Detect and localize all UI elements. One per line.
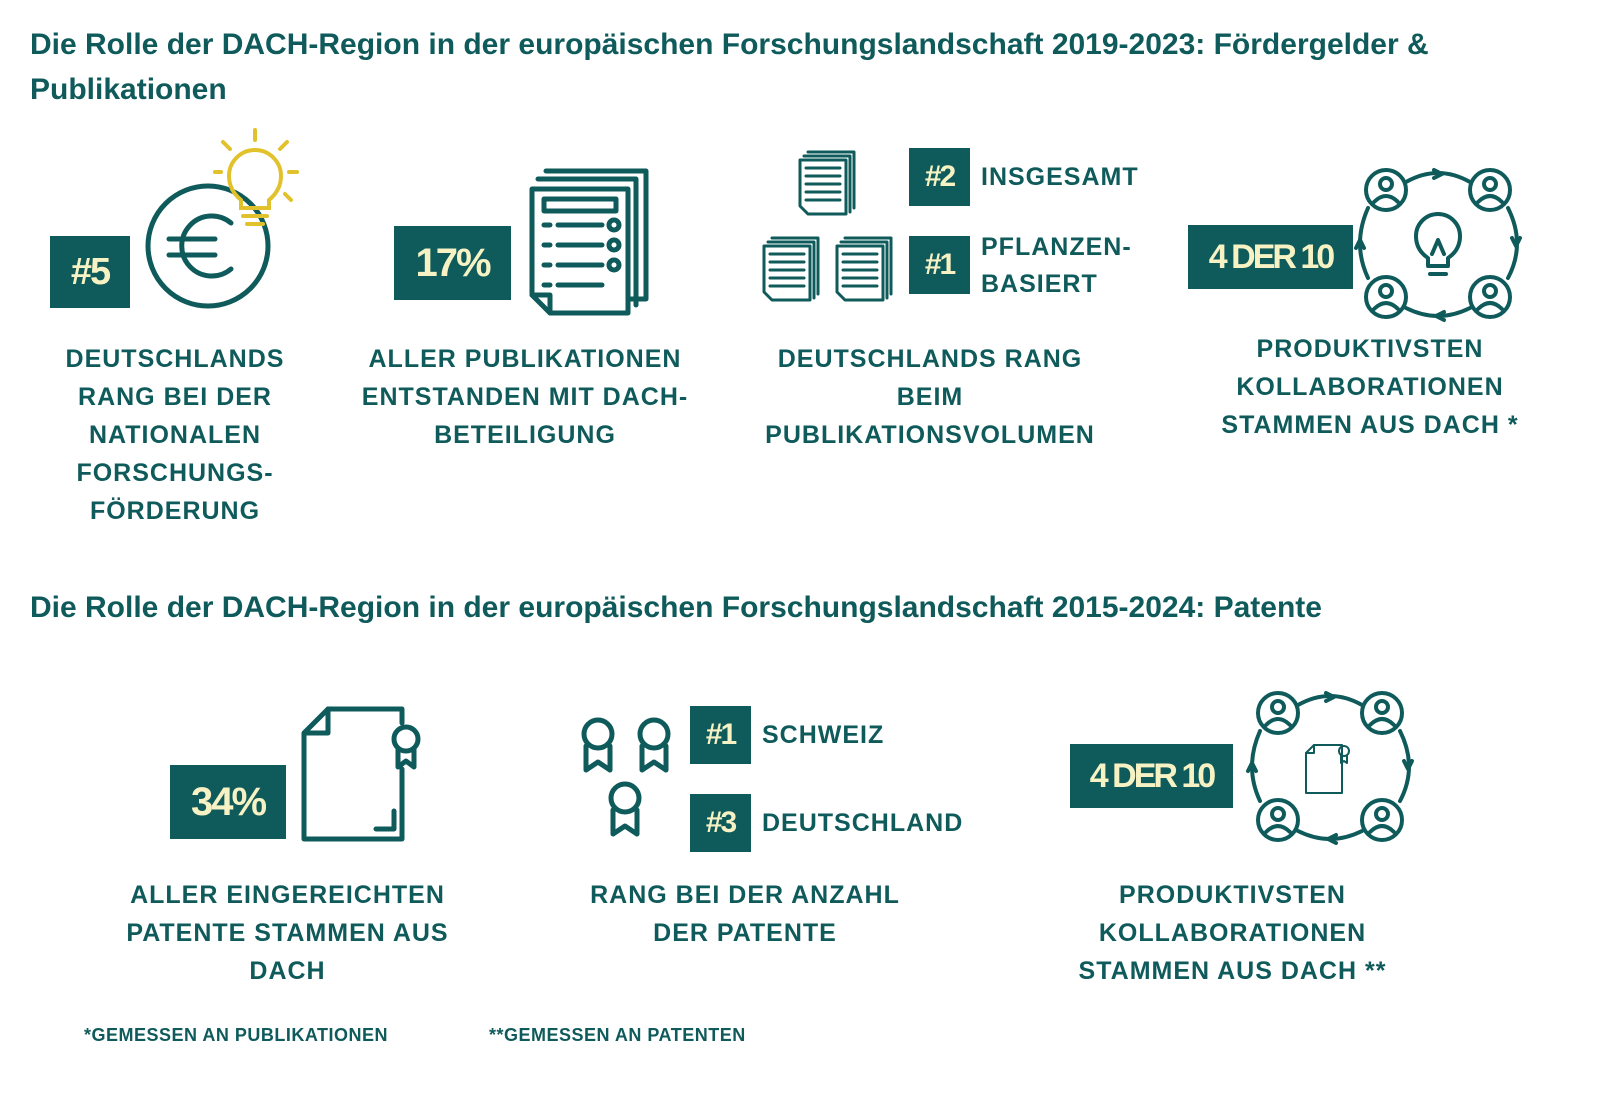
lightbulb-icon <box>215 128 300 238</box>
patent-certificate-icon <box>300 705 425 845</box>
rank-label-total: INSGESAMT <box>981 163 1139 191</box>
document-stack-icon <box>762 236 820 302</box>
caption-publications-share: ALLER PUBLIKATIONEN ENTSTANDEN MIT DACH- BETEILIGUNG <box>361 345 689 449</box>
caption-publication-volume: DEUTSCHLANDS RANG BEIM PUBLIKATIONSVOLUMEN <box>765 345 1095 449</box>
collab-badge-publications: 4 DER 10 <box>1188 225 1353 289</box>
footnote-patents: **GEMESSEN AN PATENTEN <box>489 1025 746 1045</box>
rank-badge-plant: #1 <box>909 236 970 294</box>
rank-label-switzerland: SCHWEIZ <box>762 721 885 749</box>
network-collaboration-icon <box>1250 685 1420 850</box>
rank-label-plant: PFLANZEN- BASIERT <box>981 233 1132 298</box>
section1-title: Die Rolle der DACH-Region in der europäischen Forschungslandschaft 2019-2023: Fördergelder & Publikationen <box>30 28 1429 106</box>
caption-funding-rank: DEUTSCHLANDS RANG BEI DER NATIONALEN FORSCHUNGS- FÖRDERUNG <box>65 345 285 525</box>
document-stack-icon <box>528 167 653 317</box>
network-collaboration-icon <box>1358 162 1528 327</box>
award-medal-icon <box>605 780 649 840</box>
caption-collab-publications: PRODUKTIVSTEN KOLLABORATIONEN STAMMEN AUS DACH * <box>1221 335 1519 439</box>
caption-patent-rank: RANG BEI DER ANZAHL DER PATENTE <box>590 881 900 947</box>
document-stack-icon <box>798 150 856 216</box>
rank-badge-switzerland: #1 <box>690 706 751 764</box>
caption-patent-share: ALLER EINGEREICHTEN PATENTE STAMMEN AUS DACH <box>126 881 449 985</box>
caption-collab-patents: PRODUKTIVSTEN KOLLABORATIONEN STAMMEN AUS DACH ** <box>1078 881 1387 985</box>
rank-badge-total: #2 <box>909 148 970 206</box>
collab-badge-patents: 4 DER 10 <box>1070 744 1233 808</box>
award-medal-icon <box>634 716 678 776</box>
section2-title: Die Rolle der DACH-Region in der europäischen Forschungslandschaft 2015-2024: Patente <box>30 591 1322 624</box>
rank-badge-funding: #5 <box>50 236 130 308</box>
percent-badge-patents: 34% <box>170 765 286 839</box>
footnote-publications: *GEMESSEN AN PUBLIKATIONEN <box>84 1025 389 1045</box>
rank-badge-germany: #3 <box>690 794 751 852</box>
percent-badge-publications: 17% <box>394 226 511 300</box>
rank-label-germany: DEUTSCHLAND <box>762 809 964 837</box>
document-stack-icon <box>835 236 893 302</box>
award-medal-icon <box>578 716 622 776</box>
